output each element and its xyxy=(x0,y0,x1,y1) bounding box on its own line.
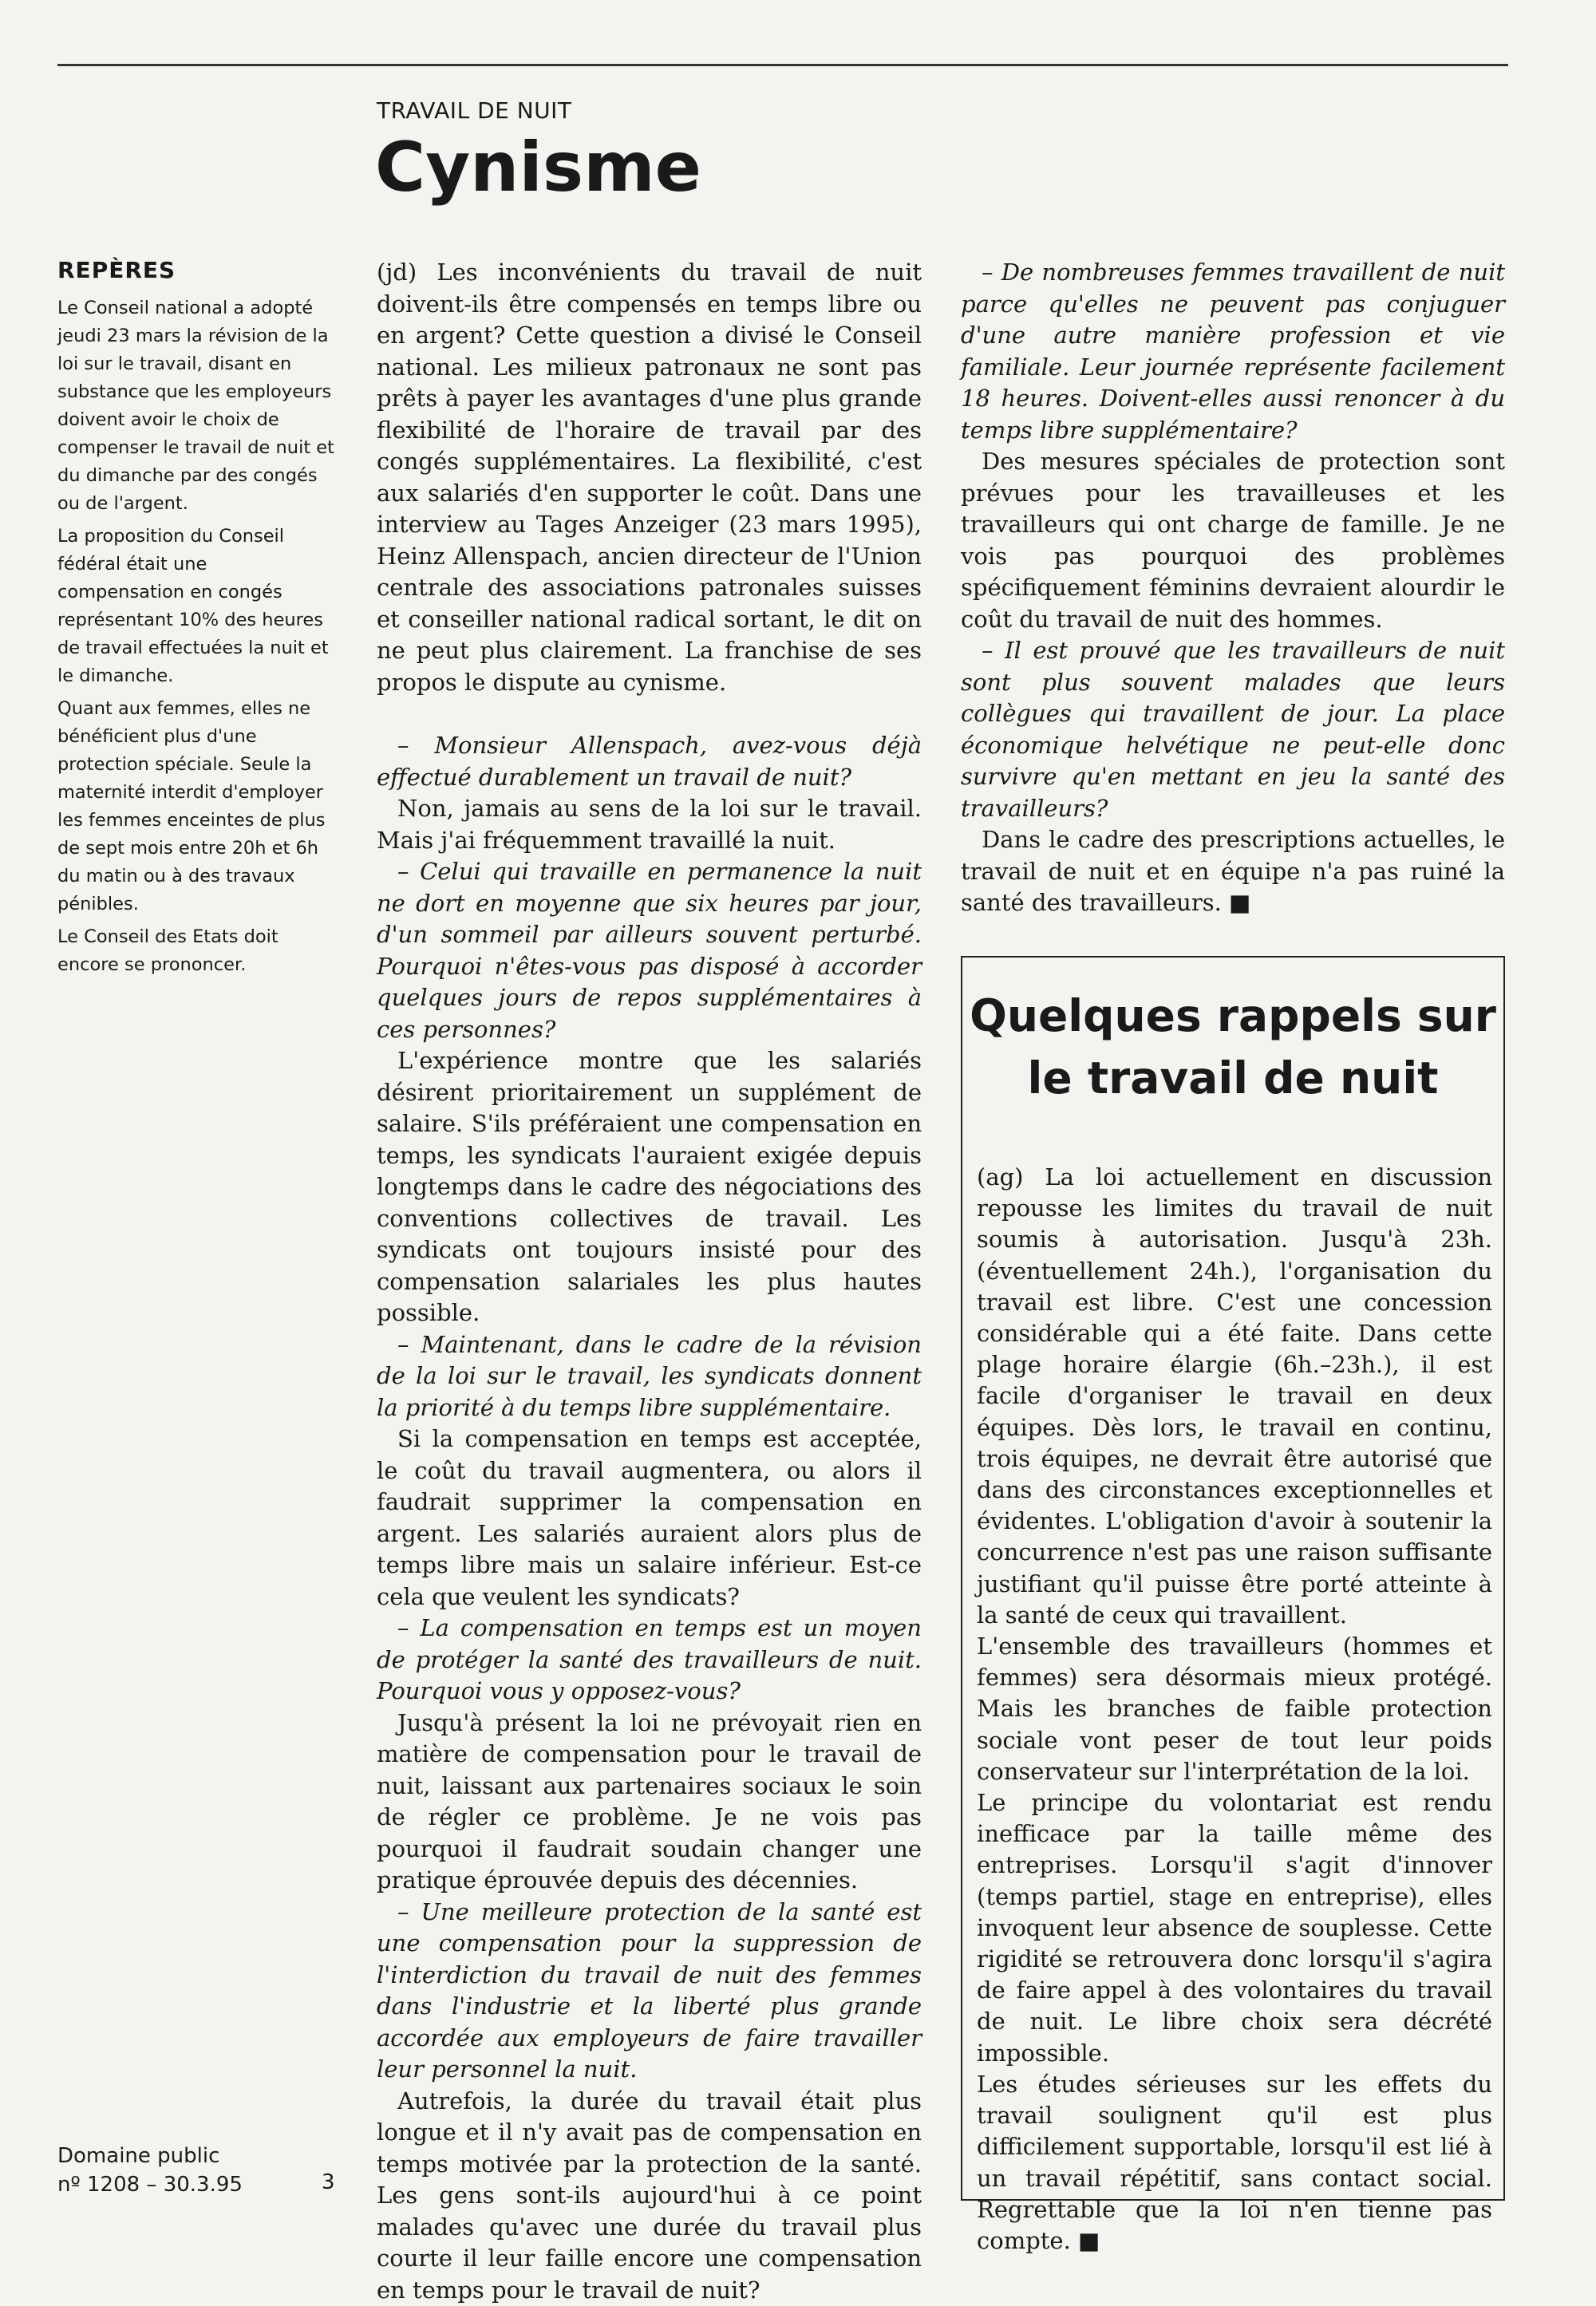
publication-footer xyxy=(57,2142,243,2199)
box-title-line: le travail de nuit xyxy=(1028,1052,1439,1104)
sidebar-paragraph: Le Conseil des Etats doit encore se prononcer. xyxy=(57,923,337,979)
interview-answer: Non, jamais au sens de la loi sur le travail. Mais j'ai fréquemment travaillé la nuit. xyxy=(377,793,922,856)
box-paragraph: L'ensemble des travailleurs (hommes et femmes) sera désormais mieux protégé. Mais les branches de faible protection sociale vont peser de tout leur poids conservateur sur l'interprétation de la loi. xyxy=(977,1631,1492,1787)
interview-answer: Si la compensation en temps est acceptée, le coût du travail augmentera, ou alors il faudrait supprimer la compensation en argent. Les salariés auraient alors plus de temps libre mais un salaire inférieur. Est-ce cela que veulent les syndicats? xyxy=(377,1423,922,1613)
interview-question: – La compensation en temps est un moyen de protéger la santé des travailleurs de nuit. Pourquoi vous y opposez-vous? xyxy=(377,1613,922,1708)
article-column-1 xyxy=(377,257,922,2306)
article-title: Cynisme xyxy=(375,128,701,207)
sidebar-paragraph: La proposition du Conseil fédéral était une compensation en congés représentant 10% des heures de travail effectuées la nuit et le dimanche. xyxy=(57,523,337,690)
interview-answer: Des mesures spéciales de protection sont prévues pour les travailleuses et les travailleurs qui ont charge de famille. Je ne vois pas pourquoi des problèmes spécifiquement féminins devraient alourdir le coût du travail de nuit des hommes. xyxy=(961,446,1505,635)
publication-name: Domaine public xyxy=(57,2142,243,2170)
article-paragraph: (jd) Les inconvénients du travail de nuit doivent-ils être compensés en temps libre ou en argent? Cette question a divisé le Conseil national. Les milieux patronaux ne sont pas prêts à payer les avantages d'une plus grande flexibilité de l'horaire de travail par des congés supplémentaires. La flexibilité, c'est aux salariés d'en supporter le coût. Dans une interview au Tages Anzeiger (23 mars 1995), Heinz Allenspach, ancien directeur de l'Union centrale des associations patronales suisses et conseiller national radical sortant, le dit on ne peut plus clairement. La franchise de ses propos le dispute au cynisme. xyxy=(377,257,922,698)
interview-question: – Il est prouvé que les travailleurs de nuit sont plus souvent malades que leurs collègues qui travaillent de jour. La place économique helvétique ne peut-elle donc survivre qu'en mettant en jeu la santé des travailleurs? xyxy=(961,635,1505,824)
issue-info: nº 1208 – 30.3.95 xyxy=(57,2170,243,2199)
box-title xyxy=(962,985,1503,1109)
sidebar-paragraph: Le Conseil national a adopté jeudi 23 mars la révision de la loi sur le travail, disant en substance que les employeurs doivent avoir le choix de compenser le travail de nuit et du dimanche par des congés ou de l'argent. xyxy=(57,294,337,518)
box-paragraph: Les études sérieuses sur les effets du travail soulignent qu'il est plus difficilement supportable, lorsqu'il est lié à un travail répétitif, sans contact social. Regrettable que la loi n'en tienne pas compte. ■ xyxy=(977,2069,1492,2257)
box-body xyxy=(977,1162,1492,2257)
reperes-sidebar xyxy=(57,257,337,984)
box-title-line: Quelques rappels sur xyxy=(970,990,1496,1041)
box-paragraph: Le principe du volontariat est rendu inefficace par la taille même des entreprises. Lorsqu'il s'agit d'innover (temps partiel, stage en entreprise), elles invoquent leur absence de souplesse. Cette rigidité se retrouvera donc lorsqu'il s'agira de faire appel à des volontaires du travail de nuit. Le libre choix sera décrété impossible. xyxy=(977,1787,1492,2069)
page-number: 3 xyxy=(322,2170,335,2194)
article-kicker: TRAVAIL DE NUIT xyxy=(377,97,572,124)
sidebar-paragraph: Quant aux femmes, elles ne bénéficient plus d'une protection spéciale. Seule la maternité interdit d'employer les femmes enceintes de plus de sept mois entre 20h et 6h du matin ou à des travaux pénibles. xyxy=(57,695,337,918)
interview-question: – Une meilleure protection de la santé est une compensation pour la suppression de l'interdiction du travail de nuit des femmes dans l'industrie et la liberté plus grande accordée aux employeurs de faire travailler leur personnel la nuit. xyxy=(377,1897,922,2086)
top-rule xyxy=(57,64,1508,66)
interview-answer: Jusqu'à présent la loi ne prévoyait rien en matière de compensation pour le travail de nuit, laissant aux partenaires sociaux le soin de régler ce problème. Je ne vois pas pourquoi il faudrait soudain changer une pratique éprouvée depuis des décennies. xyxy=(377,1708,922,1897)
sidebar-title: REPÈRES xyxy=(57,257,337,283)
interview-question: – Maintenant, dans le cadre de la révision de la loi sur le travail, les syndicats donnent la priorité à du temps libre supplémentaire. xyxy=(377,1329,922,1424)
interview-question: – De nombreuses femmes travaillent de nuit parce qu'elles ne peuvent pas conjuguer d'une autre manière profession et vie familiale. Leur journée représente facilement 18 heures. Doivent-elles aussi renoncer à du temps libre supplémentaire? xyxy=(961,257,1505,446)
interview-answer: Autrefois, la durée du travail était plus longue et il n'y avait pas de compensation en temps motivée par la protection de la santé. Les gens sont-ils aujourd'hui à ce point malades qu'avec une durée du travail plus courte il leur faille encore une compensation en temps pour le travail de nuit? xyxy=(377,2086,922,2306)
interview-question: – Celui qui travaille en permanence la nuit ne dort en moyenne que six heures par jour, d'un sommeil par ailleurs souvent perturbé. Pourquoi n'êtes-vous pas disposé à accorder quelques jours de repos supplémentaires à ces personnes? xyxy=(377,856,922,1045)
rappels-box xyxy=(961,956,1505,2201)
interview-question: – Monsieur Allenspach, avez-vous déjà effectué durablement un travail de nuit? xyxy=(377,730,922,793)
box-paragraph: (ag) La loi actuellement en discussion repousse les limites du travail de nuit soumis à autorisation. Jusqu'à 23h. (éventuellement 24h.), l'organisation du travail est libre. C'est une concession considérable qui a été faite. Dans cette plage horaire élargie (6h.–23h.), il est facile d'organiser le travail en deux équipes. Dès lors, le travail en continu, trois équipes, ne devrait être autorisé que dans des circonstances exceptionnelles et évidentes. L'obligation d'avoir à soutenir la concurrence n'est pas une raison suffisante justifiant qu'il puisse être porté atteinte à la santé de ceux qui travaillent. xyxy=(977,1162,1492,1631)
interview-answer: L'expérience montre que les salariés désirent prioritairement un supplément de salaire. S'ils préféraient une compensation en temps, les syndicats l'auraient exigée depuis longtemps dans le cadre des négociations des conventions collectives de travail. Les syndicats ont toujours insisté pour des compensation salariales les plus hautes possible. xyxy=(377,1045,922,1329)
interview-answer: Dans le cadre des prescriptions actuelles, le travail de nuit et en équipe n'a pas ruiné la santé des travailleurs. ■ xyxy=(961,824,1505,919)
article-column-2 xyxy=(961,257,1505,919)
